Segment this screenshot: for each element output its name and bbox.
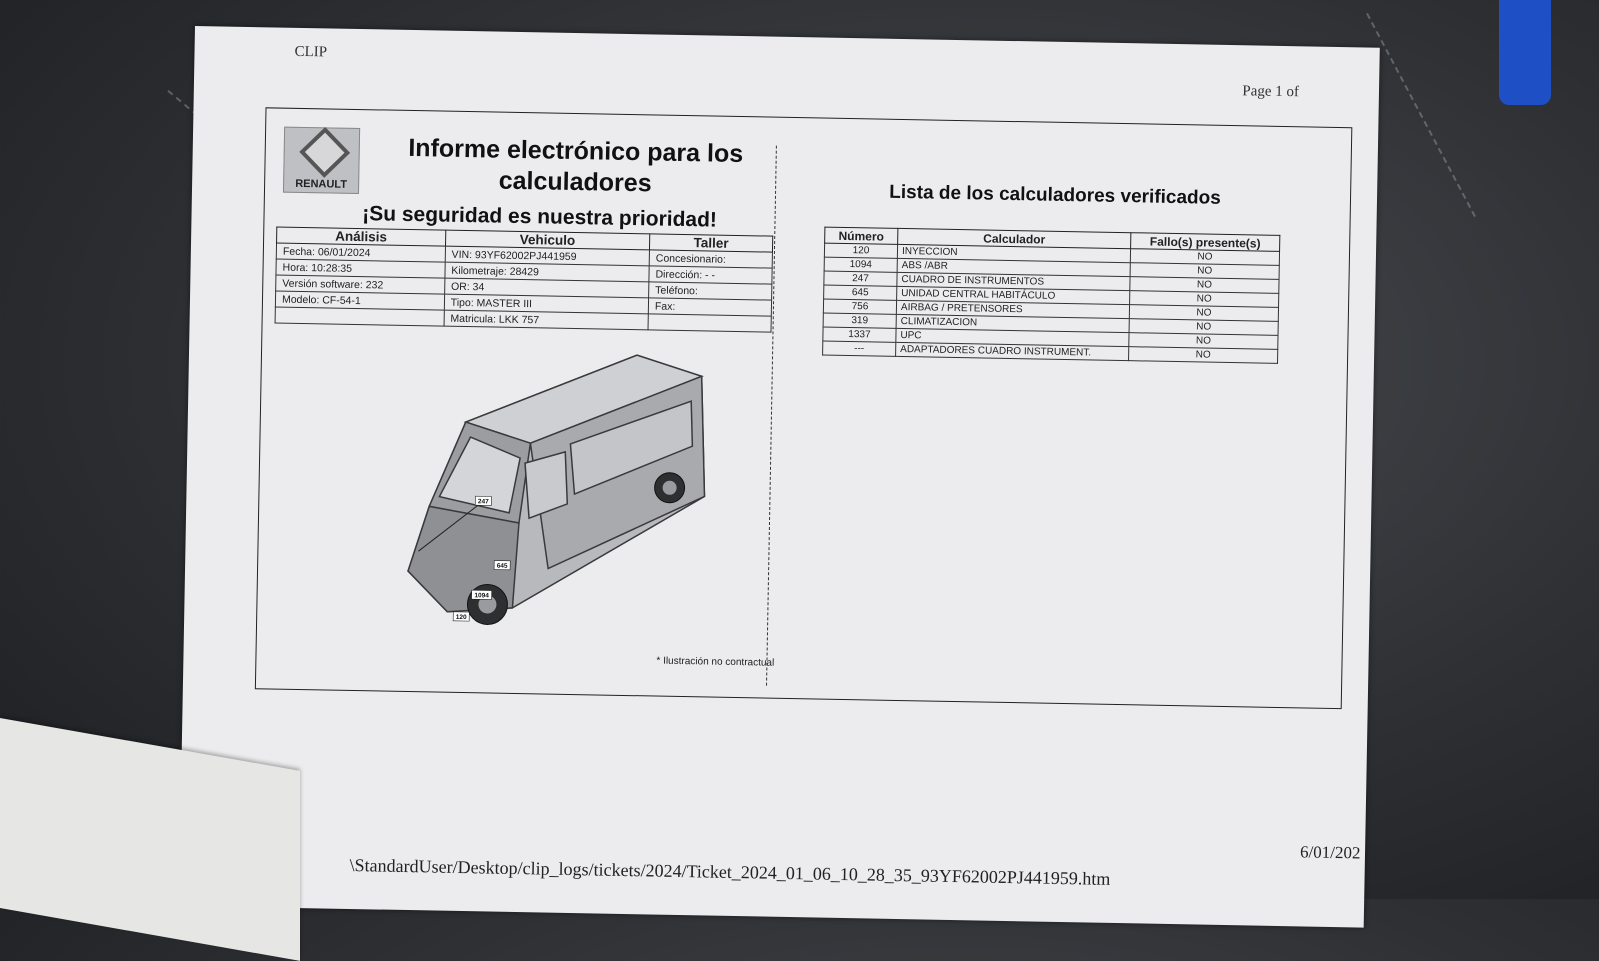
calc-name: CUADRO DE INSTRUMENTOS: [897, 272, 1130, 290]
van-label: 247: [477, 498, 489, 506]
table-cell: Hora: 10:28:35: [276, 259, 445, 278]
calc-number: 120: [824, 243, 897, 258]
header-left: CLIP: [294, 43, 328, 61]
table-cell: Dirección: - -: [649, 266, 772, 284]
calc-name: UPC: [896, 328, 1129, 346]
calc-name: ABS /ABR: [897, 258, 1130, 276]
seat-seam: [1366, 13, 1476, 217]
table-cell: [648, 314, 771, 332]
calc-number: 1337: [823, 327, 896, 342]
table-cell: Teléfono:: [649, 282, 772, 300]
calc-header-calculador: Calculador: [898, 228, 1131, 248]
calc-name: AIRBAG / PRETENSORES: [896, 300, 1129, 318]
calc-fault: NO: [1130, 249, 1279, 266]
table-cell: OR: 34: [444, 278, 648, 298]
logo-text: RENAULT: [295, 177, 348, 191]
renault-logo: [283, 127, 360, 194]
table-cell: Concesionario:: [649, 250, 772, 268]
calc-number: 319: [823, 313, 896, 328]
van-label: 645: [496, 562, 508, 570]
calc-header-fallos: Fallo(s) presente(s): [1131, 233, 1280, 252]
report-frame: [255, 107, 1352, 709]
info-header-analisis: Análisis: [277, 227, 446, 246]
table-cell: Kilometraje: 28429: [445, 262, 649, 282]
table-cell: Versión software: 232: [276, 275, 445, 294]
table-cell: Fecha: 06/01/2024: [276, 243, 445, 262]
calc-fault: NO: [1129, 347, 1278, 364]
table-cell: Tipo: MASTER III: [444, 294, 648, 314]
table-cell: Fax:: [648, 298, 771, 316]
calc-name: ADAPTADORES CUADRO INSTRUMENT.: [896, 342, 1129, 360]
van-illustration: [367, 340, 717, 646]
calc-name: CLIMATIZACION: [896, 314, 1129, 332]
calc-fault: NO: [1130, 263, 1279, 280]
illustration-note: * Ilustración no contractual: [656, 655, 775, 669]
calc-name: INYECCION: [897, 244, 1130, 262]
table-cell: VIN: 93YF62002PJ441959: [445, 246, 649, 266]
blue-clip: [1499, 0, 1551, 105]
table-cell: Modelo: CF-54-1: [275, 291, 444, 310]
report-slogan: ¡Su seguridad es nuestra prioridad!: [362, 202, 718, 232]
calc-list-title: Lista de los calculadores verificados: [889, 181, 1222, 209]
calc-number: 645: [824, 285, 897, 300]
calc-fault: NO: [1129, 333, 1278, 350]
calc-fault: NO: [1129, 305, 1278, 322]
info-header-taller: Taller: [649, 234, 772, 252]
table-cell: [275, 307, 444, 326]
calc-number: 1094: [824, 257, 897, 272]
header-page-number: Page 1 of: [1242, 83, 1300, 101]
calc-number: ---: [823, 341, 896, 356]
van-label: 1094: [474, 592, 489, 600]
report-title: Informe electrónico para los calculadores: [408, 133, 744, 198]
calc-fault: NO: [1130, 291, 1279, 308]
info-table: [275, 227, 774, 333]
calc-number: 247: [824, 271, 897, 286]
van-label: 120: [455, 613, 467, 622]
calc-header-numero: Número: [825, 227, 898, 244]
calc-number: 756: [823, 299, 896, 314]
footer-date: 6/01/202: [1299, 842, 1361, 863]
info-header-vehiculo: Vehiculo: [445, 230, 649, 250]
renault-diamond-icon: [299, 127, 350, 178]
calc-fault: NO: [1130, 277, 1279, 294]
printed-report-page: [179, 26, 1380, 928]
calc-name: UNIDAD CENTRAL HABITÁCULO: [897, 286, 1130, 304]
calculators-table: [822, 227, 1280, 364]
table-cell: Matricula: LKK 757: [444, 310, 648, 330]
footer-file-path: \StandardUser/Desktop/clip_logs/tickets/2024/Ticket_2024_01_06_10_28_35_93YF62002PJ441959.htm: [349, 854, 1111, 889]
calc-fault: NO: [1129, 319, 1278, 336]
